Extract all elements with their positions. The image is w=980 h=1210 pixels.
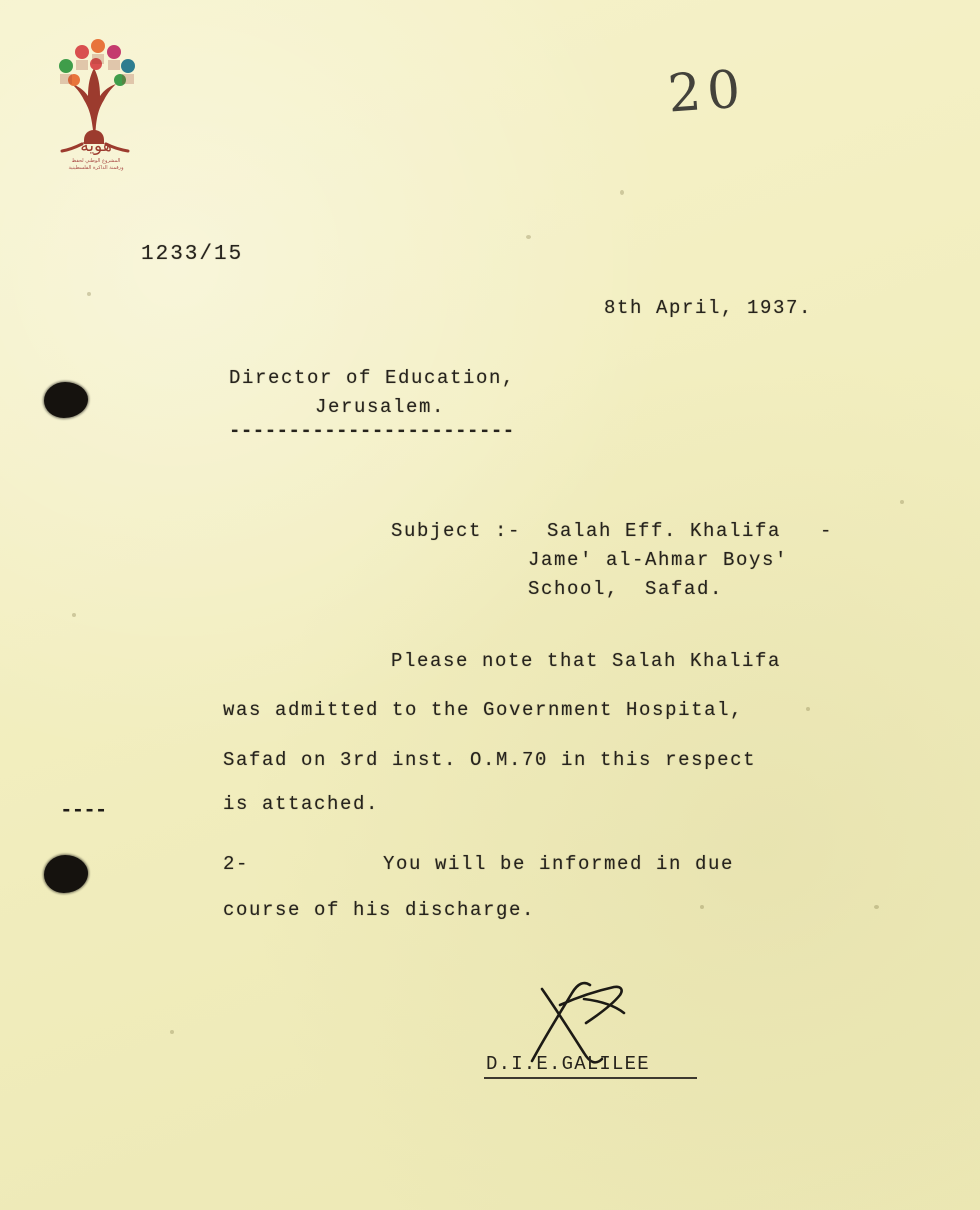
archive-logo [36,18,156,183]
addressee-underline-rule: ------------------------ [229,420,515,442]
paper-speck [806,707,810,711]
signature-underline [484,1077,697,1079]
paragraph2-number: 2- [223,853,250,875]
paper-speck [87,292,91,296]
body-paragraph1-line4: is attached. [223,793,380,815]
subject-line-1: Subject :- Salah Eff. Khalifa - [391,520,834,542]
paper-speck [170,1030,174,1034]
subject-line-3: School, Safad. [528,578,724,600]
paper-speck [700,905,704,909]
tree-logo-icon [36,18,156,158]
logo-caption-line1: المشروع الوطني لحفظ [71,158,121,164]
ink-blot [44,855,88,893]
paper-speck [620,190,624,195]
paper-speck [900,500,904,504]
logo-caption-line2: ورقمنة الذاكرة الفلسطينية [68,165,124,171]
addressee-line-1: Director of Education, [229,367,516,389]
signature-name: D.I.E.GALILEE [486,1053,650,1075]
paper-speck [72,613,76,617]
reference-number: 1233/15 [141,243,244,266]
handwritten-folio-number: 20 [666,59,749,125]
body-paragraph1-line3: Safad on 3rd inst. O.M.70 in this respect [223,749,757,771]
addressee-line-2: Jerusalem. [315,396,446,418]
body-paragraph1-line1: Please note that Salah Khalifa [391,650,782,672]
paper-speck [526,235,531,239]
letter-date: 8th April, 1937. [604,297,813,319]
body-paragraph2-line1: You will be informed in due [383,853,735,875]
logo-caption [36,158,156,172]
ink-blot [44,382,88,418]
svg-text:هوية: هوية [80,136,112,156]
margin-dash-mark: ---- [60,800,107,823]
subject-line-2: Jame' al-Ahmar Boys' [528,549,789,571]
body-paragraph1-line2: was admitted to the Government Hospital, [223,699,744,721]
paper-speck [874,905,879,909]
body-paragraph2-line2: course of his discharge. [223,899,536,921]
